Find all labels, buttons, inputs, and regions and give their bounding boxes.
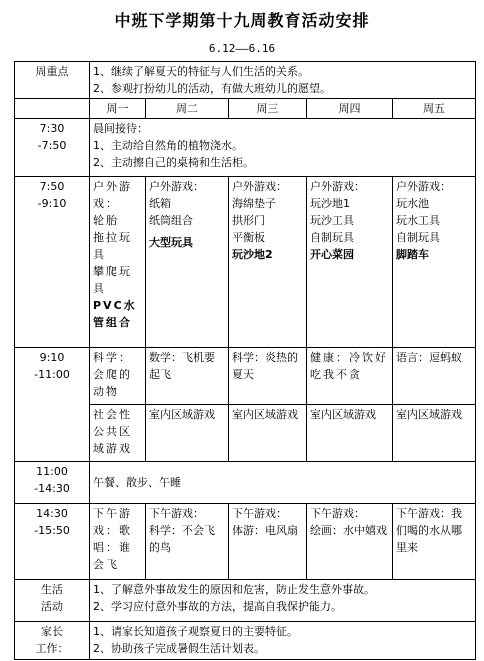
focus-item: 1、继续了解夏天的特征与人们生活的关系。 bbox=[93, 65, 309, 78]
morning-row bbox=[15, 119, 476, 177]
outdoor-thursday bbox=[307, 177, 393, 348]
morning-line: 1、主动给自然角的植物浇水。 bbox=[93, 139, 243, 152]
area-game-friday: 室内区域游戏 bbox=[393, 405, 476, 462]
focus-row bbox=[15, 62, 476, 99]
header-wednesday: 周三 bbox=[229, 99, 307, 119]
activity-label: 下午游戏： bbox=[149, 507, 204, 520]
time-end: -11:00 bbox=[34, 368, 70, 381]
label-line: 生活 bbox=[41, 583, 63, 596]
empty-header-cell bbox=[15, 99, 90, 119]
activity-text: 攀爬玩具 bbox=[93, 265, 132, 295]
afternoon-friday bbox=[393, 504, 476, 580]
time-start: 7:50 bbox=[39, 180, 65, 193]
activity-text: 拱形门 bbox=[232, 214, 265, 227]
label-line: 工作： bbox=[35, 642, 69, 655]
time-start: 9:10 bbox=[39, 351, 65, 364]
study-wednesday: 科学：炎热的夏天 bbox=[229, 348, 307, 405]
area-game-thursday: 室内区域游戏 bbox=[307, 405, 393, 462]
outdoor-tuesday bbox=[146, 177, 229, 348]
activity-text: 歌唱：谁会飞 bbox=[93, 524, 132, 571]
focus-label: 周重点 bbox=[15, 62, 90, 99]
activity-text: 玩沙工具 bbox=[310, 214, 354, 227]
morning-line: 2、主动擦自己的桌椅和生活柜。 bbox=[93, 156, 254, 169]
time-slot-afternoon bbox=[15, 504, 90, 580]
area-game-tuesday: 室内区域游戏 bbox=[146, 405, 229, 462]
activity-text: 户外游戏： bbox=[396, 180, 451, 193]
activity-text: 玩水池 bbox=[396, 197, 429, 210]
activity-text: 自制玩具 bbox=[396, 231, 440, 244]
parent-item: 2、协助孩子完成暑假生活计划表。 bbox=[93, 642, 265, 655]
date-range: 6.12——6.16 bbox=[208, 42, 276, 55]
time-slot-morning bbox=[15, 119, 90, 177]
header-tuesday: 周二 bbox=[146, 99, 229, 119]
activity-label: 下午游戏： bbox=[93, 507, 132, 537]
life-label bbox=[15, 580, 90, 622]
outdoor-friday bbox=[393, 177, 476, 348]
activity-text: 户外游戏： bbox=[93, 180, 132, 210]
activity-text: 轮胎 bbox=[93, 214, 119, 227]
activity-text: 海绵垫子 bbox=[232, 197, 276, 210]
activity-label: 下午游戏： bbox=[310, 507, 365, 520]
activity-label: 下午游戏： bbox=[232, 507, 287, 520]
noon-row bbox=[15, 462, 476, 504]
activity-highlight: 开心菜园 bbox=[310, 248, 354, 261]
afternoon-tuesday bbox=[146, 504, 229, 580]
time-slot-outdoor bbox=[15, 177, 90, 348]
activity-text: 户外游戏： bbox=[310, 180, 365, 193]
time-end: -9:10 bbox=[37, 197, 67, 210]
afternoon-row bbox=[15, 504, 476, 580]
activity-text: 户外游戏： bbox=[149, 180, 204, 193]
header-monday: 周一 bbox=[90, 99, 146, 119]
activity-text: 平衡板 bbox=[232, 231, 265, 244]
afternoon-wednesday bbox=[229, 504, 307, 580]
outdoor-row bbox=[15, 177, 476, 348]
activity-text: 自制玩具 bbox=[310, 231, 354, 244]
focus-content bbox=[90, 62, 476, 99]
activity-text: 玩沙地1 bbox=[310, 197, 350, 210]
time-end: -7:50 bbox=[37, 139, 67, 152]
area-game-wednesday: 室内区域游戏 bbox=[229, 405, 307, 462]
time-end: -14:30 bbox=[34, 482, 70, 495]
life-row bbox=[15, 580, 476, 622]
activity-label: 下午游戏： bbox=[396, 507, 451, 520]
page-title: 中班下学期第十九周教育活动安排 bbox=[114, 11, 370, 30]
study-row bbox=[15, 348, 476, 405]
time-start: 14:30 bbox=[36, 507, 68, 520]
activity-text: 玩水工具 bbox=[396, 214, 440, 227]
area-game-monday: 社会性公共区域游戏 bbox=[90, 405, 146, 462]
activity-text: 绘画：水中嬉戏 bbox=[310, 524, 387, 537]
time-end: -15:50 bbox=[34, 524, 70, 537]
time-start: 11:00 bbox=[36, 465, 68, 478]
weekly-schedule-table bbox=[14, 61, 476, 660]
time-start: 7:30 bbox=[39, 122, 65, 135]
activity-text: 拖拉玩具 bbox=[93, 231, 132, 261]
activity-text: 我们喝的水从哪里来 bbox=[396, 507, 462, 554]
study-tuesday: 数学：飞机要起飞 bbox=[146, 348, 229, 405]
morning-line: 晨间接待： bbox=[93, 122, 148, 135]
label-line: 活动 bbox=[41, 600, 63, 613]
header-thursday: 周四 bbox=[307, 99, 393, 119]
activity-text: 科学：不会飞的鸟 bbox=[149, 524, 215, 554]
activity-highlight: 脚踏车 bbox=[396, 248, 429, 261]
study-monday: 科学：会爬的动物 bbox=[90, 348, 146, 405]
activity-highlight: 玩沙地2 bbox=[232, 248, 273, 261]
header-friday: 周五 bbox=[393, 99, 476, 119]
life-content bbox=[90, 580, 476, 622]
activity-highlight: 大型玩具 bbox=[149, 236, 193, 249]
focus-item: 2、参观打扮幼儿的活动，有做大班幼儿的愿望。 bbox=[93, 82, 331, 95]
morning-content bbox=[90, 119, 476, 177]
activity-text: 户外游戏： bbox=[232, 180, 287, 193]
study-friday: 语言：逗蚂蚁 bbox=[393, 348, 476, 405]
activity-highlight: PVC水管组合 bbox=[93, 299, 137, 329]
activity-text: 纸筒组合 bbox=[149, 214, 193, 227]
time-slot-noon bbox=[15, 462, 90, 504]
activity-text: 纸箱 bbox=[149, 197, 171, 210]
study-thursday: 健康：冷饮好吃我不贪 bbox=[307, 348, 393, 405]
parent-content bbox=[90, 622, 476, 660]
life-item: 1、了解意外事故发生的原因和危害，防止发生意外事故。 bbox=[93, 583, 375, 596]
noon-content: 午餐、散步、午睡 bbox=[90, 462, 476, 504]
label-line: 家长 bbox=[41, 625, 63, 638]
parent-label bbox=[15, 622, 90, 660]
parent-item: 1、请家长知道孩子观察夏日的主要特征。 bbox=[93, 625, 298, 638]
activity-text: 体游：电风扇 bbox=[232, 524, 298, 537]
life-item: 2、学习应付意外事故的方法，提高自我保护能力。 bbox=[93, 600, 342, 613]
afternoon-monday bbox=[90, 504, 146, 580]
day-header-row bbox=[15, 99, 476, 119]
outdoor-wednesday bbox=[229, 177, 307, 348]
parent-row bbox=[15, 622, 476, 660]
afternoon-thursday bbox=[307, 504, 393, 580]
outdoor-monday bbox=[90, 177, 146, 348]
time-slot-study bbox=[15, 348, 90, 462]
